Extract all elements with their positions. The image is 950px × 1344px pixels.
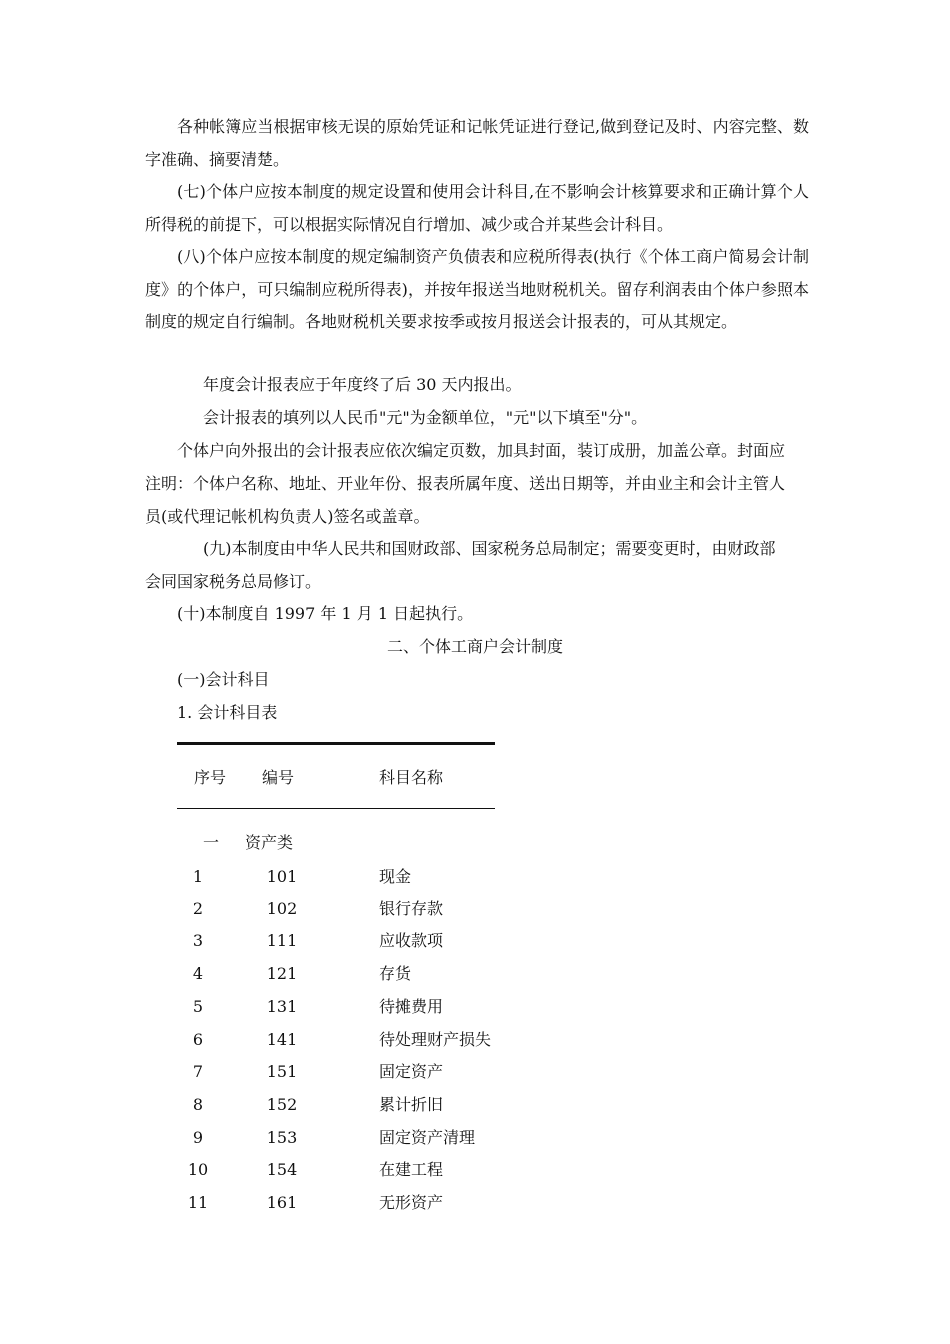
cell-seq: 7 (192, 1062, 204, 1081)
cell-code: 153 (266, 1128, 298, 1147)
paragraph-report-binding-line3: 员(或代理记帐机构负责人)签名或盖章。 (145, 507, 430, 526)
subsection-subject-table-title: 1. 会计科目表 (177, 703, 278, 722)
cell-code: 101 (266, 867, 298, 886)
paragraph-currency-unit: 会计报表的填列以人民币"元"为金额单位，"元"以下填至"分"。 (203, 408, 648, 427)
cell-name: 累计折旧 (379, 1095, 444, 1114)
category-number: 一 (203, 833, 220, 852)
cell-seq: 9 (192, 1128, 204, 1147)
cell-name: 应收款项 (379, 931, 444, 950)
table-row (0, 1158, 950, 1182)
cell-code: 141 (266, 1030, 298, 1049)
paragraph-ledger-registration: 各种帐簿应当根据审核无误的原始凭证和记帐凭证进行登记,做到登记及时、内容完整、数字准确、摘要清楚。 (145, 117, 809, 169)
paragraph-seven: (七)个体户应按本制度的规定设置和使用会计科目,在不影响会计核算要求和正确计算个人所得税的前提下，可以根据实际情况自行增加、减少或合并某些会计科目。 (145, 182, 809, 234)
table-row (0, 962, 950, 986)
cell-code: 102 (266, 899, 298, 918)
cell-seq: 10 (187, 1160, 209, 1179)
cell-name: 固定资产 (379, 1062, 444, 1081)
category-label: 资产类 (245, 833, 294, 852)
header-name: 科目名称 (379, 768, 444, 787)
cell-name: 存货 (379, 964, 412, 983)
paragraph-eight: (八)个体户应按本制度的规定编制资产负债表和应税所得表(执行《个体工商户简易会计制度》的个体户，可只编制应税所得表)，并按年报送当地财税机关。留存利润表由个体户参照本制度的规定自行编制。各地财税机关要求按季或按月报送会计报表的，可从其规定。 (145, 247, 809, 331)
table-row (0, 865, 950, 889)
paragraph-nine-line2: 会同国家税务总局修订。 (145, 572, 322, 591)
table-row (0, 929, 950, 953)
cell-name: 待处理财产损失 (379, 1030, 492, 1049)
cell-code: 154 (266, 1160, 298, 1179)
cell-seq: 11 (187, 1193, 209, 1212)
table-row (0, 1126, 950, 1150)
table-row (0, 1191, 950, 1215)
cell-seq: 5 (192, 997, 204, 1016)
cell-code: 151 (266, 1062, 298, 1081)
table-category-row (0, 831, 950, 855)
table-row (0, 1093, 950, 1117)
subsection-accounting-subjects: (一)会计科目 (177, 670, 270, 689)
cell-code: 161 (266, 1193, 298, 1212)
table-header-row (0, 766, 950, 790)
paragraph-ten: (十)本制度自 1997 年 1 月 1 日起执行。 (177, 604, 474, 623)
cell-seq: 6 (192, 1030, 204, 1049)
header-seq: 序号 (194, 768, 227, 787)
cell-code: 131 (266, 997, 298, 1016)
table-header-rule (177, 808, 495, 809)
paragraph-annual-report-deadline: 年度会计报表应于年度终了后 30 天内报出。 (203, 375, 522, 394)
paragraph-nine-line1: (九)本制度由中华人民共和国财政部、国家税务总局制定；需要变更时，由财政部 (203, 539, 776, 558)
cell-name: 待摊费用 (379, 997, 444, 1016)
cell-name: 无形资产 (379, 1193, 444, 1212)
table-row (0, 1060, 950, 1084)
cell-code: 121 (266, 964, 298, 983)
cell-seq: 2 (192, 899, 204, 918)
cell-name: 现金 (379, 867, 412, 886)
table-top-rule (177, 742, 495, 745)
paragraph-report-binding-line1: 个体户向外报出的会计报表应依次编定页数，加具封面，装订成册，加盖公章。封面应 (177, 441, 786, 460)
table-row (0, 995, 950, 1019)
cell-seq: 4 (192, 964, 204, 983)
cell-name: 银行存款 (379, 899, 444, 918)
cell-seq: 1 (192, 867, 204, 886)
cell-seq: 8 (192, 1095, 204, 1114)
cell-name: 固定资产清理 (379, 1128, 476, 1147)
cell-seq: 3 (192, 931, 204, 950)
table-row (0, 897, 950, 921)
table-row (0, 1028, 950, 1052)
cell-code: 152 (266, 1095, 298, 1114)
cell-code: 111 (266, 931, 298, 950)
header-code: 编号 (262, 768, 295, 787)
cell-name: 在建工程 (379, 1160, 444, 1179)
section-title: 二、个体工商户会计制度 (386, 637, 563, 656)
paragraph-report-binding-line2: 注明：个体户名称、地址、开业年份、报表所属年度、送出日期等，并由业主和会计主管人 (145, 474, 786, 493)
